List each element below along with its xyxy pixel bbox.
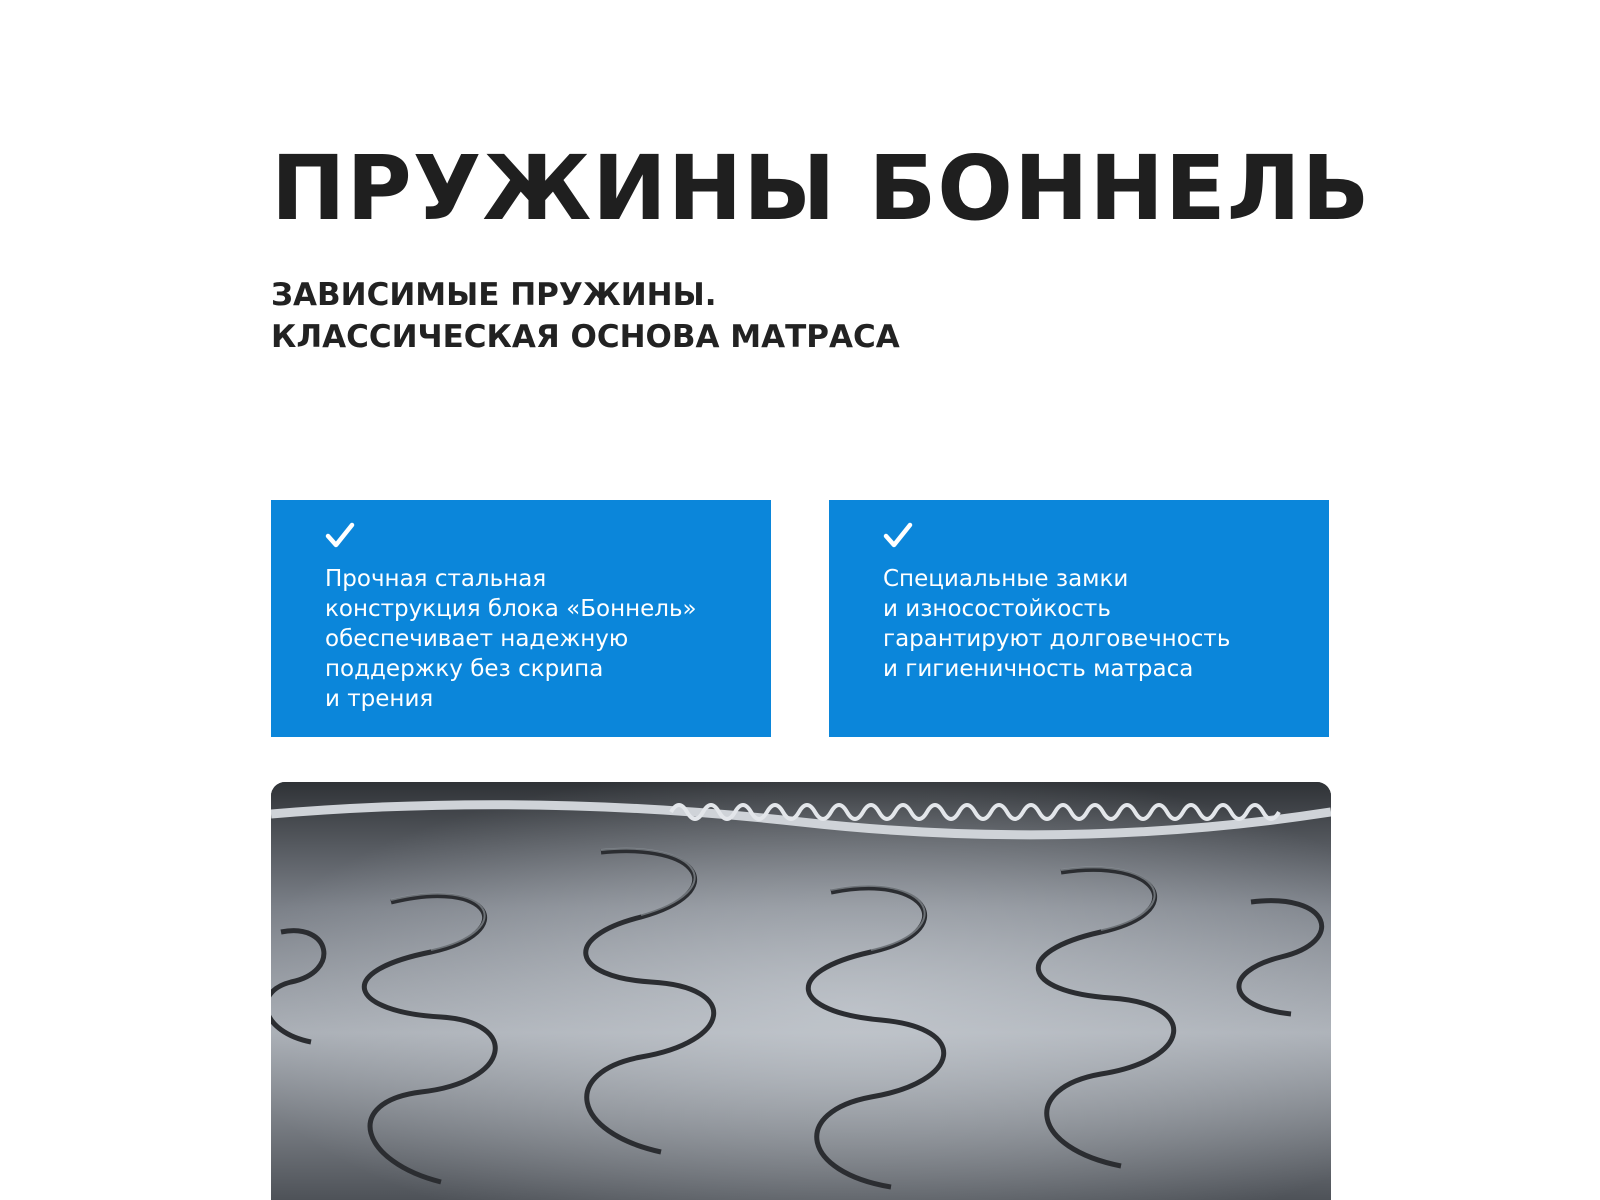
springs-illustration	[271, 782, 1331, 1200]
feature-card-locks-durability	[829, 500, 1329, 737]
feature-text-line: и износостойкость	[883, 596, 1111, 622]
feature-text	[883, 564, 1309, 684]
feature-card-steel-construction	[271, 500, 771, 737]
feature-text-line: и гигиеничность матраса	[883, 656, 1194, 682]
springs-photo	[271, 782, 1331, 1200]
feature-text-line: конструкция блока «Боннель»	[325, 596, 697, 622]
checkmark-icon	[883, 522, 913, 550]
page-subtitle	[271, 274, 900, 358]
subtitle-line: КЛАССИЧЕСКАЯ ОСНОВА МАТРАСА	[271, 319, 900, 355]
feature-text	[325, 564, 751, 714]
feature-text-line: и трения	[325, 686, 434, 712]
feature-text-line: Прочная стальная	[325, 566, 547, 592]
feature-text-line: поддержку без скрипа	[325, 656, 604, 682]
page-title: ПРУЖИНЫ БОННЕЛЬ	[271, 136, 1371, 240]
feature-text-line: обеспечивает надежную	[325, 626, 629, 652]
feature-text-line: гарантируют долговечность	[883, 626, 1231, 652]
checkmark-icon	[325, 522, 355, 550]
feature-text-line: Специальные замки	[883, 566, 1129, 592]
subtitle-line: ЗАВИСИМЫЕ ПРУЖИНЫ.	[271, 277, 717, 313]
